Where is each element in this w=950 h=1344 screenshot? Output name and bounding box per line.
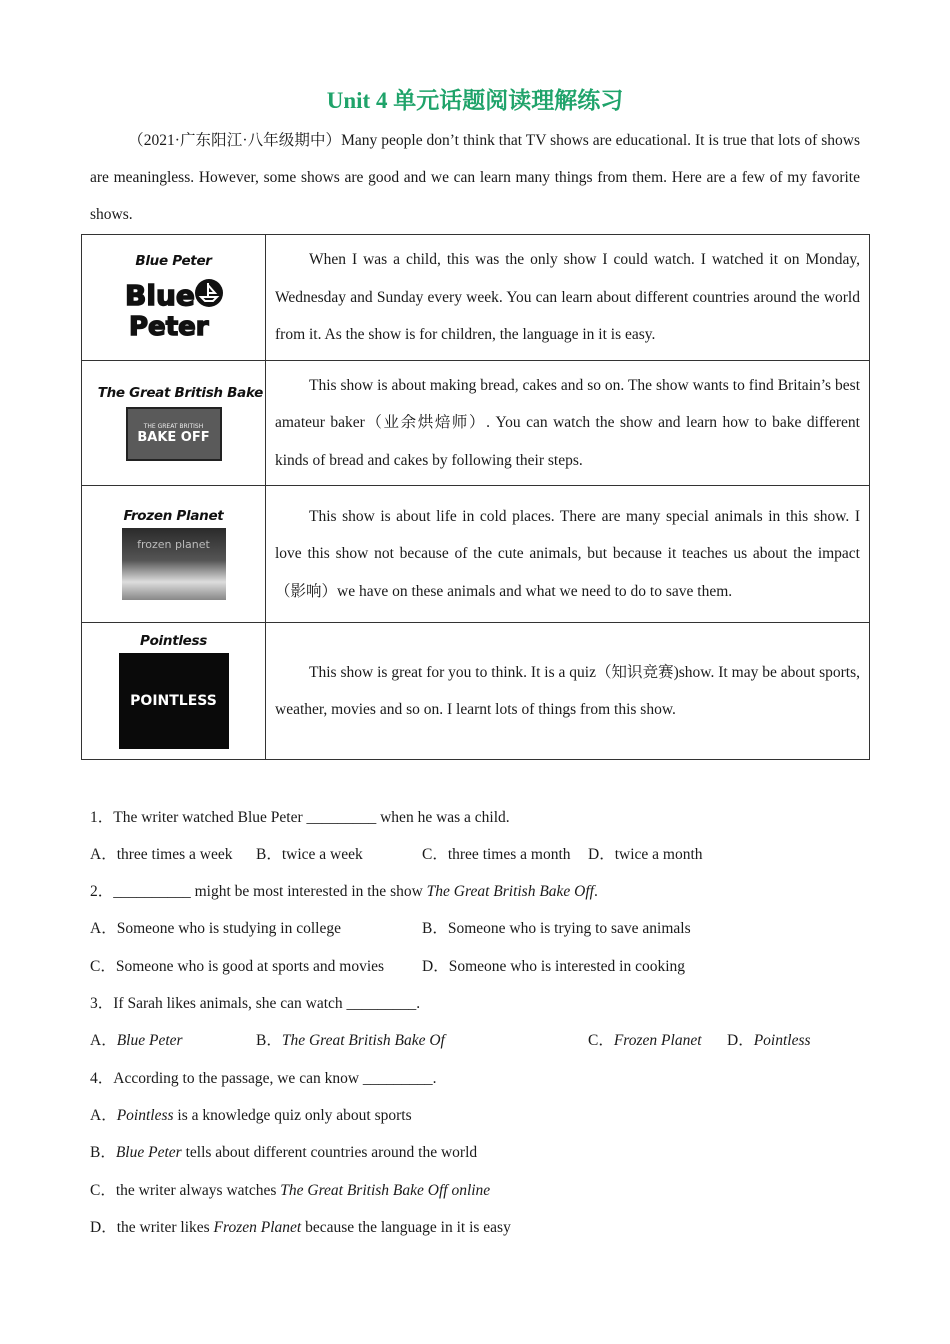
q3-option-c: C．Frozen Planet (588, 1032, 702, 1049)
pointless-logo (119, 653, 229, 749)
q3-option-b: B．The Great British Bake Of (256, 1032, 445, 1049)
pointless-logo-cell (82, 623, 266, 760)
q2-option-a: A．Someone who is studying in college (90, 920, 341, 937)
table-row (82, 361, 870, 486)
q1-option-d: D．twice a month (588, 846, 703, 863)
q4-option-b: B．Blue Peter tells about different countries around the world (90, 1144, 478, 1161)
q2-option-d: D．Someone who is interested in cooking (422, 958, 686, 975)
frozen-planet-description: This show is about life in cold places. There are many special animals in this show. I love this show not because of the cute animals, but because it teaches us about the impact（影响）we have on these animals and what we need to do to save them. (266, 486, 870, 623)
question-4: 4．According to the passage, we can know _________. (90, 1070, 437, 1087)
q2-option-b: B．Someone who is trying to save animals (422, 920, 691, 937)
logo-text: POINTLESS (130, 693, 217, 709)
table-row (82, 235, 870, 361)
show-name: Pointless (139, 633, 207, 649)
logo-small-text: THE GREAT BRITISH (143, 423, 204, 430)
intro-text: （2021·广东阳江·八年级期中）Many people don’t think that TV shows are educational. It is true that lots of shows are meaningless. However, some shows are good and we can learn many things from them. Here are a few of my favorite shows. (90, 132, 860, 223)
logo-blue-text: Blue (124, 278, 195, 312)
logo-peter-text: Peter (128, 311, 209, 339)
intro-paragraph (90, 122, 860, 233)
q1-option-a: A．three times a week (90, 846, 233, 863)
q1-option-c: C．three times a month (422, 846, 571, 863)
blue-peter-logo (119, 273, 229, 339)
q1-option-b: B．twice a week (256, 846, 363, 863)
question-3: 3．If Sarah likes animals, she can watch _________. (90, 995, 421, 1012)
q3-option-a: A．Blue Peter (90, 1032, 183, 1049)
q3-option-d: D．Pointless (727, 1032, 811, 1049)
frozen-planet-logo (122, 528, 226, 600)
table-row (82, 486, 870, 623)
question-2: 2．__________ might be most interested in the show The Great British Bake Off. (90, 883, 598, 900)
pointless-description: This show is great for you to think. It is a quiz（知识竞赛)show. It may be about sports, weather, movies and so on. I learnt lots of things from this show. (266, 623, 870, 760)
show-name: Frozen Planet (123, 508, 224, 524)
logo-watermark-text: frozen planet (137, 538, 210, 551)
question-1: 1．The writer watched Blue Peter _________ when he was a child. (90, 809, 510, 826)
show-name: Blue Peter (135, 252, 212, 269)
show-name: The Great British Bake (97, 385, 263, 401)
bake-off-description: This show is about making bread, cakes and so on. The show wants to find Britain’s best amateur baker（业余烘焙师）. You can watch the show and learn how to bake different kinds of bread and cakes by following their steps. (266, 361, 870, 486)
logo-main-text: BAKE OFF (137, 430, 210, 445)
blue-peter-logo-cell (82, 235, 266, 361)
table-row (82, 623, 870, 760)
q4-option-a: A．Pointless is a knowledge quiz only about sports (90, 1107, 412, 1124)
shows-table (81, 234, 870, 760)
bake-off-logo (126, 407, 222, 461)
page-title: Unit 4 单元话题阅读理解练习 (326, 88, 624, 113)
blue-peter-description: When I was a child, this was the only show I could watch. I watched it on Monday, Wednesday and Sunday every week. You can learn about different countries around the world from it. As the show is for children, the language in it is easy. (266, 235, 870, 361)
q2-option-c: C．Someone who is good at sports and movies (90, 958, 385, 975)
bake-off-logo-cell (82, 361, 266, 486)
frozen-planet-logo-cell (82, 486, 266, 623)
q4-option-d: D．the writer likes Frozen Planet because the language in it is easy (90, 1219, 511, 1236)
q4-option-c: C．the writer always watches The Great British Bake Off online (90, 1182, 491, 1199)
